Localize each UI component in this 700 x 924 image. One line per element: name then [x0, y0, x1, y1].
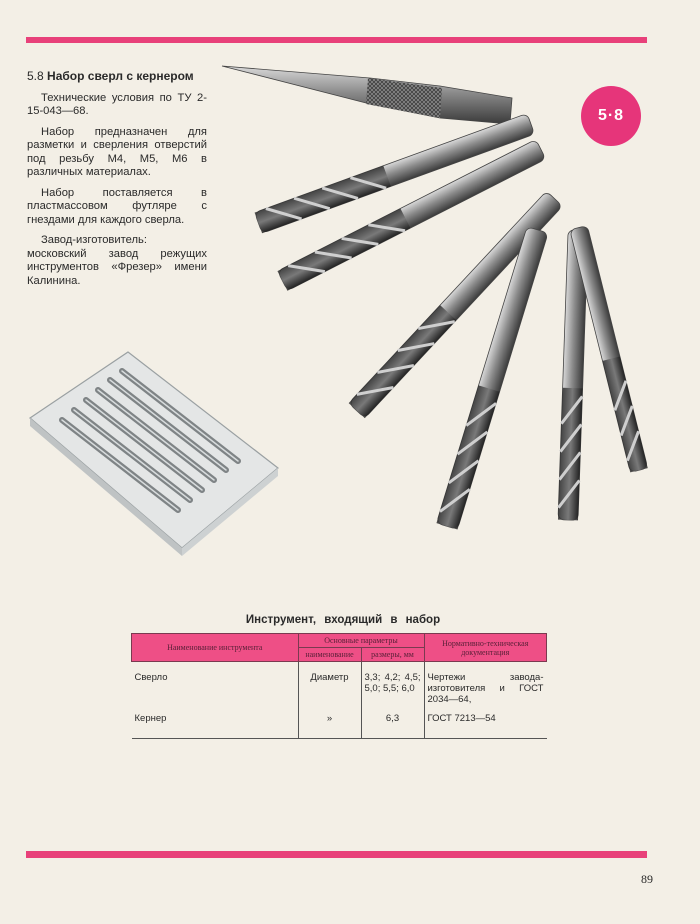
table-row	[132, 662, 547, 710]
table-title: Инструмент, входящий в набор	[245, 614, 441, 626]
header-name: Наименование инструмента	[132, 634, 299, 662]
tools-table	[131, 633, 547, 739]
plastic-case	[30, 352, 278, 556]
cell-doc: Чертежи завода-изготовителя и ГОСТ 2034—64,	[427, 672, 544, 705]
cell-doc: ГОСТ 7213—54	[424, 709, 547, 739]
cell-param: Диаметр	[298, 662, 361, 710]
section-number: 5.8	[27, 69, 44, 83]
manufacturer-paragraph: Завод-изготовитель: московский завод режущих инструментов «Фрезер» имени Калинина.	[27, 234, 207, 287]
header-param-name: наименование	[298, 648, 361, 662]
page-number: 89	[641, 872, 653, 886]
cell-size: 3,3; 4,2; 4,5; 5,0; 5,5; 6,0	[361, 662, 424, 710]
purpose-paragraph: Набор предназначен для разметки и сверления отверстий под резьбу М4, М5, М6 в различных материалах.	[27, 125, 207, 178]
section-title: Набор сверл с кернером	[47, 69, 194, 83]
header-main-params: Основные параметры	[298, 634, 424, 648]
section-badge: 5·8	[581, 86, 641, 146]
spec-paragraph: Технические условия по ТУ 2-15-043—68.	[27, 91, 207, 117]
header-documentation: Нормативно-техническая документация	[424, 634, 547, 662]
cell-size: 6,3	[361, 709, 424, 739]
cell-name: Сверло	[132, 662, 299, 710]
bottom-rule	[26, 851, 647, 858]
table-row	[132, 709, 547, 739]
cell-param: »	[298, 709, 361, 739]
cell-name: Кернер	[132, 709, 299, 739]
delivery-paragraph: Набор поставляется в пластмассовом футляре с гнездами для каждого сверла.	[27, 186, 207, 226]
header-sizes: размеры, мм	[361, 648, 424, 662]
center-punch	[222, 66, 512, 124]
